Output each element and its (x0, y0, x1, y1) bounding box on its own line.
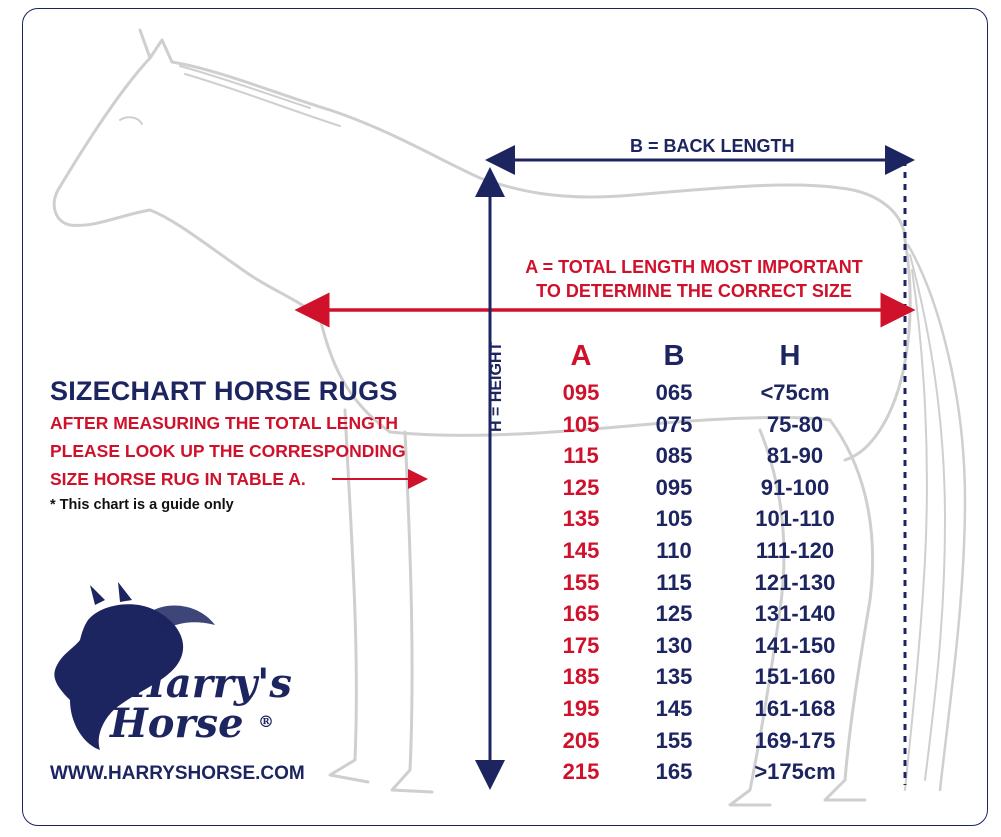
cell-a: 205 (562, 727, 600, 753)
cell-b: 065 (655, 380, 693, 405)
guide-note: * This chart is a guide only (50, 497, 234, 513)
cell-a: 195 (562, 696, 600, 721)
cell-a: 185 (562, 664, 600, 690)
cell-b: 155 (655, 727, 693, 753)
cell-b: 145 (655, 696, 693, 721)
logo-registered-mark: ® (258, 712, 274, 731)
cell-b: 085 (655, 443, 693, 469)
instruction-line-2: PLEASE LOOK UP THE CORRESPONDING (50, 441, 406, 461)
logo-text-line-1: Harry's (128, 660, 292, 707)
cell-h: <75cm (760, 380, 830, 405)
cell-a: 145 (562, 538, 600, 563)
cell-h: 111-120 (755, 538, 835, 563)
cell-a: 155 (562, 569, 600, 595)
column-header-h: H (779, 340, 801, 372)
logo-text-line-2: Horse (110, 700, 244, 747)
page-title: SIZECHART HORSE RUGS (50, 376, 398, 406)
total-length-label-1: A = TOTAL LENGTH MOST IMPORTANT (525, 257, 863, 277)
cell-a: 115 (563, 443, 599, 469)
cell-h: 91-100 (760, 474, 830, 500)
cell-b: 075 (655, 411, 693, 437)
back-length-label: B = BACK LENGTH (630, 136, 795, 156)
instruction-line-1: AFTER MEASURING THE TOTAL LENGTH (50, 413, 399, 433)
column-header-a: A (570, 340, 592, 372)
cell-a: 105 (562, 411, 600, 437)
cell-b: 095 (655, 474, 693, 500)
total-length-label-2: TO DETERMINE THE CORRECT SIZE (536, 281, 852, 301)
cell-h: 81-90 (766, 443, 824, 469)
cell-h: 169-175 (754, 727, 836, 753)
height-label: H = HEIGHT (488, 341, 505, 432)
cell-a: 095 (562, 380, 600, 405)
column-header-b: B (663, 340, 685, 372)
instruction-line-3: SIZE HORSE RUG IN TABLE A. (50, 469, 306, 489)
cell-h: >175cm (754, 759, 836, 785)
cell-h: 121-130 (754, 569, 836, 595)
cell-h: 141-150 (754, 632, 836, 658)
cell-a: 135 (562, 506, 600, 532)
cell-h: 101-110 (755, 506, 835, 532)
cell-b: 125 (655, 601, 693, 627)
cell-b: 130 (655, 632, 693, 658)
cell-a: 125 (562, 474, 600, 500)
cell-b: 105 (655, 506, 693, 532)
cell-a: 165 (562, 601, 600, 627)
cell-h: 151-160 (754, 664, 836, 690)
cell-b: 115 (656, 569, 692, 595)
cell-a: 175 (562, 632, 600, 658)
cell-h: 75-80 (766, 411, 824, 437)
cell-b: 110 (656, 538, 692, 563)
cell-a: 215 (562, 759, 600, 785)
cell-b: 135 (655, 664, 693, 690)
cell-h: 161-168 (754, 696, 836, 721)
cell-b: 165 (655, 759, 693, 785)
website-link[interactable]: WWW.HARRYSHORSE.COM (50, 763, 305, 784)
cell-h: 131-140 (754, 601, 836, 627)
